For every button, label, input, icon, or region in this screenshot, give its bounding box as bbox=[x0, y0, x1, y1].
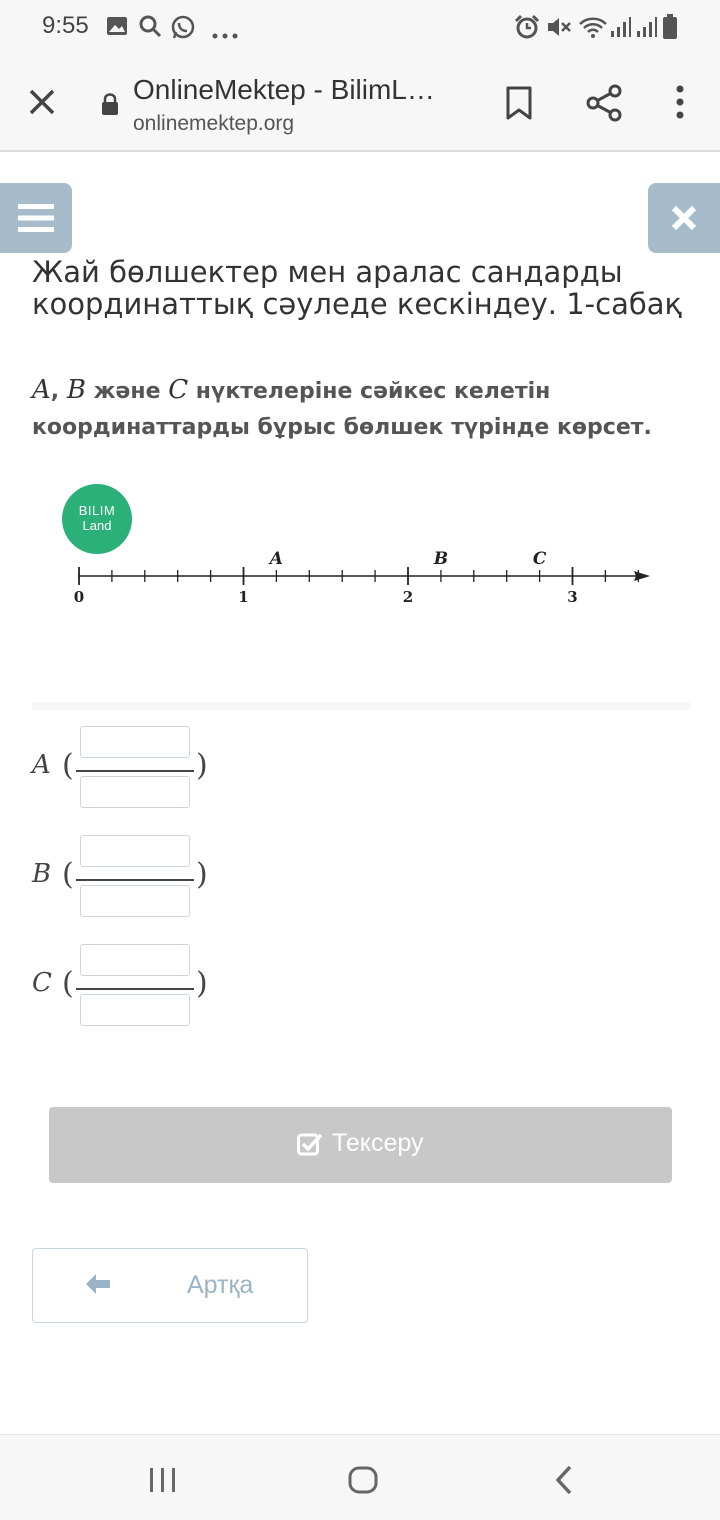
close-paren: ) bbox=[196, 748, 208, 783]
question-line2: координаттарды бұрыс бөлшек түрінде көрсет. bbox=[32, 415, 652, 440]
overflow-menu-icon[interactable] bbox=[668, 84, 692, 124]
check-button-label: Тексеру bbox=[332, 1129, 424, 1157]
question-comma: , bbox=[50, 379, 60, 404]
close-tab-button[interactable] bbox=[26, 86, 58, 118]
share-icon[interactable] bbox=[586, 84, 622, 126]
tick-label: 1 bbox=[238, 588, 249, 606]
signal-icon bbox=[636, 16, 658, 42]
status-time: 9:55 bbox=[42, 12, 89, 39]
fraction-bar bbox=[76, 770, 194, 772]
answer-letter: C bbox=[32, 968, 52, 998]
battery-icon bbox=[662, 14, 678, 44]
close-lesson-button[interactable] bbox=[648, 183, 720, 253]
tick-label: 2 bbox=[402, 588, 414, 606]
question-line1-rest: нүктелеріне сәйкес келетін bbox=[195, 379, 551, 404]
checkbox-check-icon bbox=[297, 1132, 323, 1160]
open-paren: ( bbox=[62, 966, 74, 1001]
android-nav-bar bbox=[0, 1434, 720, 1520]
numerator-input[interactable] bbox=[80, 944, 190, 976]
whatsapp-icon bbox=[170, 14, 196, 44]
point-label-b: B bbox=[433, 549, 449, 569]
nav-back-icon[interactable] bbox=[554, 1465, 574, 1499]
tick-label: 0 bbox=[73, 588, 85, 606]
point-label-a: A bbox=[269, 549, 284, 569]
answer-letter: B bbox=[32, 859, 52, 889]
recents-icon[interactable] bbox=[148, 1467, 178, 1497]
mute-icon bbox=[546, 15, 572, 43]
logo-line2: Land bbox=[82, 518, 112, 533]
lesson-title: Жай бөлшектер мен аралас сандарды координаттық сәуледе кескіндеу. 1-сабақ bbox=[32, 255, 683, 321]
close-paren: ) bbox=[196, 857, 208, 892]
point-c-symbol: C bbox=[168, 375, 189, 405]
home-icon[interactable] bbox=[348, 1466, 378, 1498]
gallery-icon bbox=[106, 16, 128, 40]
answer-letter: A bbox=[32, 750, 51, 780]
tick-label: 3 bbox=[567, 588, 578, 606]
denominator-input[interactable] bbox=[80, 776, 190, 808]
fraction-bar bbox=[76, 988, 194, 990]
close-icon bbox=[671, 205, 697, 231]
back-button[interactable] bbox=[32, 1248, 308, 1323]
answer-row-c bbox=[32, 944, 232, 1026]
answer-row-b bbox=[32, 835, 232, 917]
logo-line1: BILIM bbox=[78, 503, 116, 518]
point-b-symbol: B bbox=[66, 375, 86, 405]
question-and-word: және bbox=[93, 379, 161, 404]
number-line-arrow bbox=[634, 571, 650, 581]
wifi-icon bbox=[578, 15, 608, 43]
hamburger-icon bbox=[18, 203, 54, 233]
browser-toolbar bbox=[0, 56, 720, 152]
lock-icon bbox=[100, 92, 120, 120]
signal-icon bbox=[610, 16, 632, 42]
back-button-label: Артқа bbox=[187, 1271, 254, 1299]
open-paren: ( bbox=[62, 748, 74, 783]
search-icon bbox=[138, 14, 162, 42]
page-title[interactable]: OnlineMektep - BilimL… bbox=[133, 74, 435, 105]
question-text bbox=[32, 372, 692, 446]
check-button[interactable] bbox=[49, 1107, 672, 1183]
point-label-c: C bbox=[532, 549, 547, 569]
open-paren: ( bbox=[62, 857, 74, 892]
page-url[interactable]: onlinemektep.org bbox=[133, 112, 295, 135]
alarm-icon bbox=[514, 14, 540, 44]
fraction-bar bbox=[76, 879, 194, 881]
hamburger-menu-button[interactable] bbox=[0, 183, 72, 253]
numerator-input[interactable] bbox=[80, 726, 190, 758]
divider bbox=[32, 702, 690, 710]
close-paren: ) bbox=[196, 966, 208, 1001]
answer-row-a bbox=[32, 726, 232, 808]
denominator-input[interactable] bbox=[80, 885, 190, 917]
more-dots-icon bbox=[212, 24, 238, 43]
status-bar bbox=[0, 0, 720, 56]
bookmark-icon[interactable] bbox=[504, 86, 534, 124]
arrow-left-icon bbox=[85, 1273, 111, 1299]
denominator-input[interactable] bbox=[80, 994, 190, 1026]
number-line bbox=[62, 540, 662, 610]
point-a-symbol: A bbox=[32, 375, 51, 405]
numerator-input[interactable] bbox=[80, 835, 190, 867]
